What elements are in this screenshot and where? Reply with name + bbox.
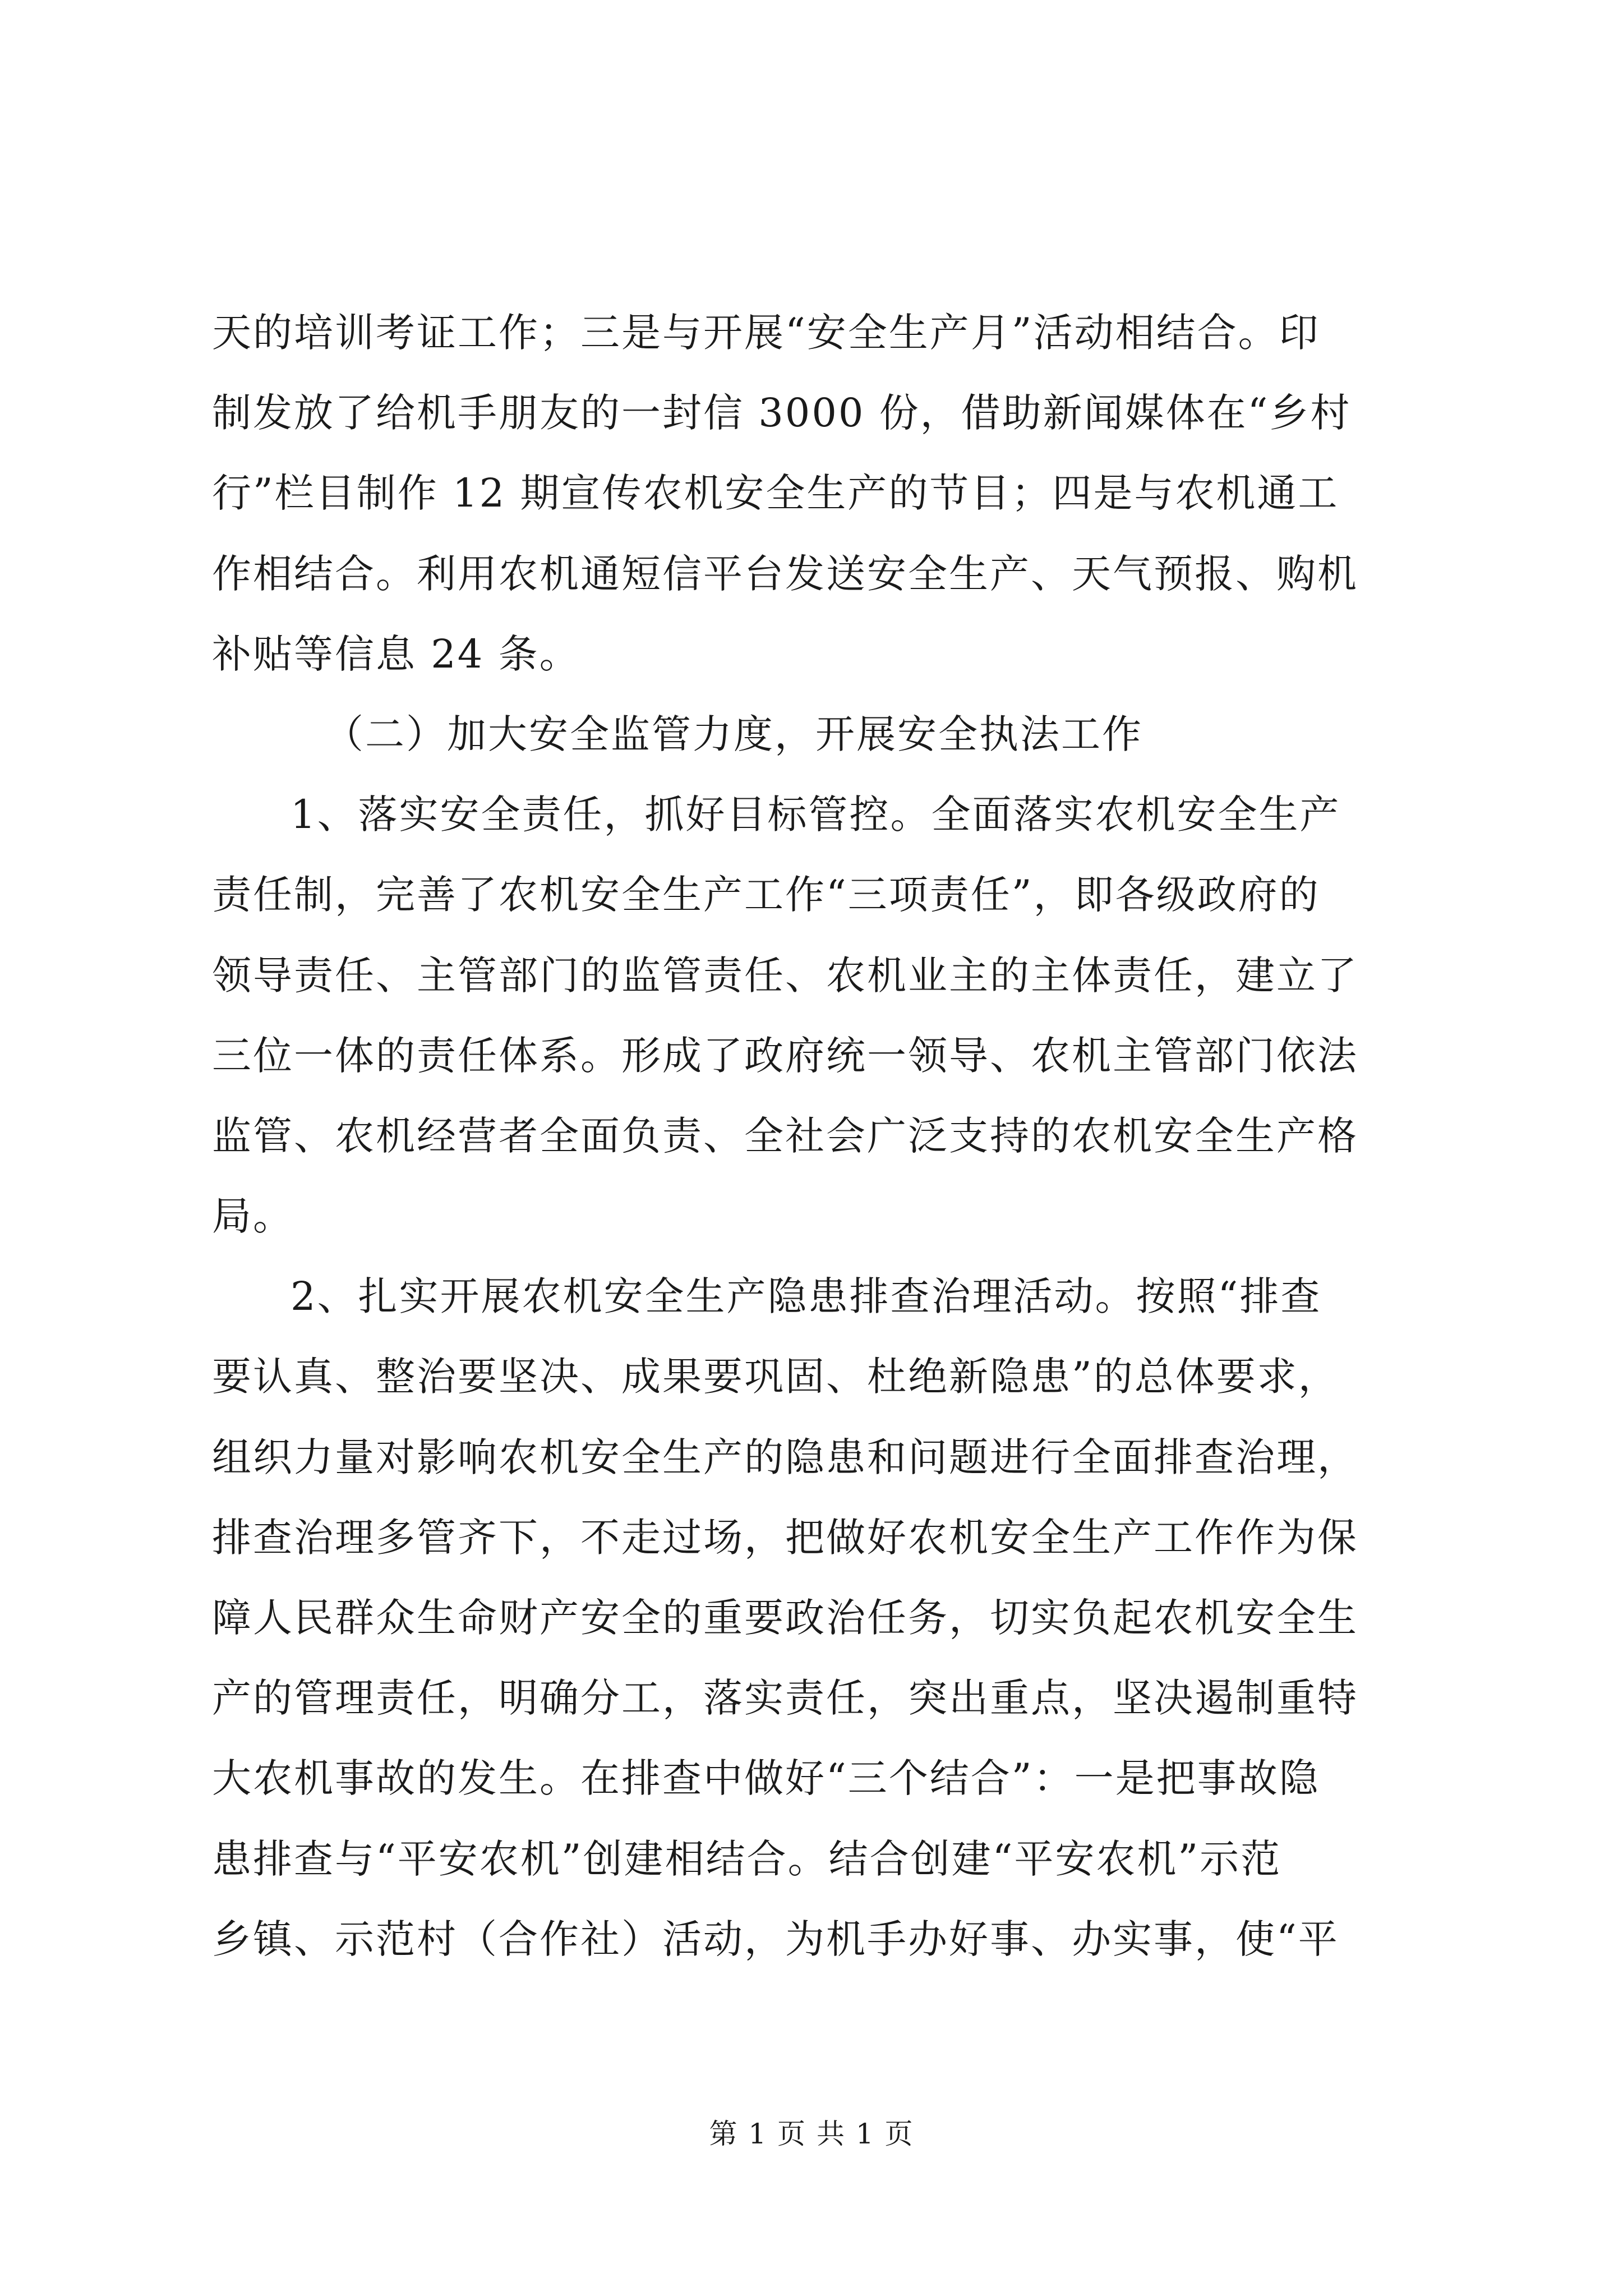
body-line: 排查治理多管齐下，不走过场，把做好农机安全生产工作作为保 — [212, 1514, 1358, 1561]
body-line: 局。 — [212, 1193, 294, 1240]
body-line: 责任制，完善了农机安全生产工作“三项责任”，即各级政府的 — [212, 872, 1320, 918]
body-line: 三位一体的责任体系。形成了政府统一领导、农机主管部门依法 — [212, 1032, 1358, 1079]
body-line: 大农机事故的发生。在排查中做好“三个结合”：一是把事故隐 — [212, 1755, 1320, 1802]
body-line: 乡镇、示范村（合作社）活动，为机手办好事、办实事，使“平 — [212, 1916, 1339, 1962]
body-line: 补贴等信息 24 条。 — [212, 631, 580, 677]
body-line: 要认真、整治要坚决、成果要巩固、杜绝新隐患”的总体要求， — [212, 1354, 1339, 1400]
section-heading: （二）加大安全监管力度，开展安全执法工作 — [324, 711, 1143, 757]
body-line: 组织力量对影响农机安全生产的隐患和问题进行全面排查治理， — [212, 1434, 1358, 1480]
document-body — [212, 293, 1412, 1980]
page-number-footer: 第 1 页 共 1 页 — [709, 2118, 914, 2150]
body-line: 制发放了给机手朋友的一封信 3000 份，借助新闻媒体在“乡村 — [212, 390, 1352, 436]
body-line: 领导责任、主管部门的监管责任、农机业主的主体责任，建立了 — [212, 952, 1358, 999]
body-line: 障人民群众生命财产安全的重要政治任务，切实负起农机安全生 — [212, 1595, 1358, 1641]
paragraph-first-line: 2、扎实开展农机安全生产隐患排查治理活动。按照“排查 — [291, 1273, 1322, 1320]
body-line: 行”栏目制作 12 期宣传农机安全生产的节目；四是与农机通工 — [212, 470, 1339, 517]
body-line: 天的培训考证工作；三是与开展“安全生产月”活动相结合。印 — [212, 310, 1320, 356]
body-line: 产的管理责任，明确分工，落实责任，突出重点，坚决遏制重特 — [212, 1675, 1358, 1722]
body-line: 作相结合。利用农机通短信平台发送安全生产、天气预报、购机 — [212, 550, 1358, 597]
paragraph-first-line: 1、落实安全责任，抓好目标管控。全面落实农机安全生产 — [291, 792, 1341, 838]
body-line: 患排查与“平安农机”创建相结合。结合创建“平安农机”示范 — [212, 1835, 1282, 1882]
body-line: 监管、农机经营者全面负责、全社会广泛支持的农机安全生产格 — [212, 1112, 1358, 1159]
